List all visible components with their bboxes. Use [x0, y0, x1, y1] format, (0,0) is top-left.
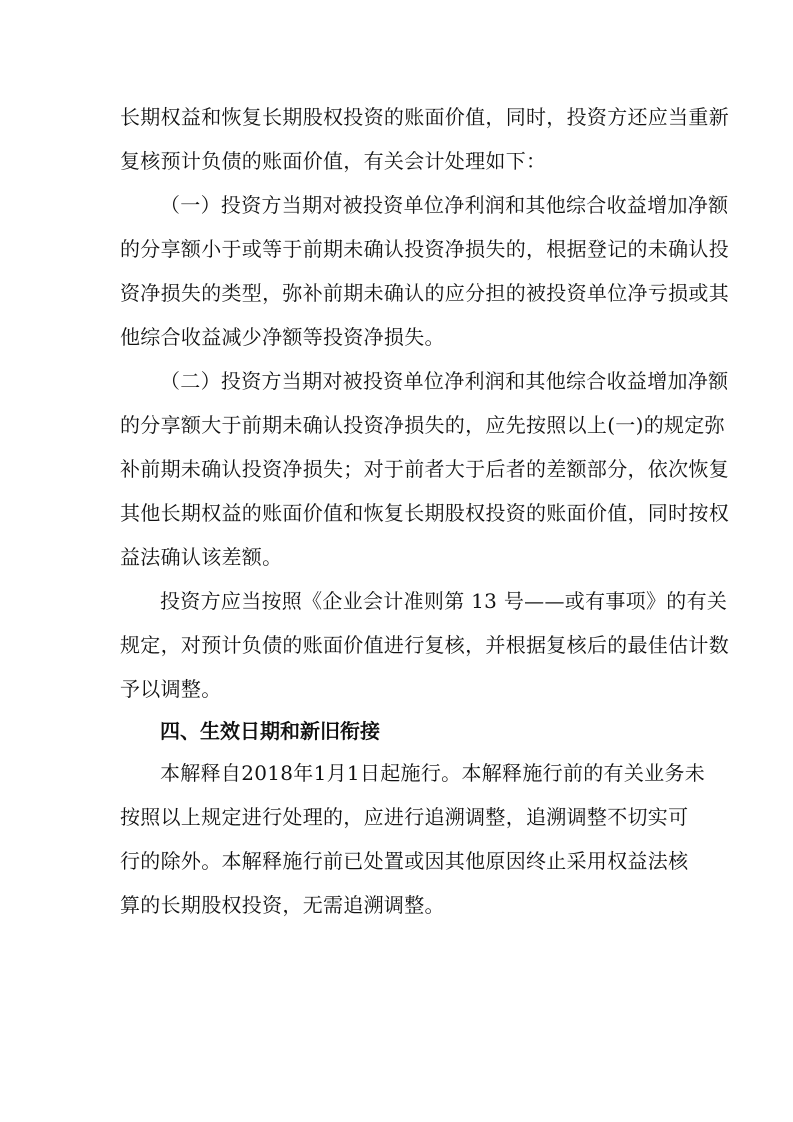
section-heading: 四、生效日期和新旧衔接	[160, 719, 380, 743]
paragraph-line: 予以调整。	[120, 677, 222, 701]
paragraph-line: 益法确认该差额。	[120, 545, 283, 569]
paragraph-line: 他综合收益减少净额等投资净损失。	[120, 325, 445, 349]
paragraph-line: 按照以上规定进行处理的，应进行追溯调整，追溯调整不切实可	[120, 805, 689, 829]
paragraph-line: 算的长期股权投资，无需追溯调整。	[120, 893, 445, 917]
paragraph-line: 资净损失的类型，弥补前期未确认的应分担的被投资单位净亏损或其	[120, 281, 729, 305]
paragraph-line: 复核预计负债的账面价值，有关会计处理如下：	[120, 149, 547, 173]
paragraph-line: 其他长期权益的账面价值和恢复长期股权投资的账面价值，同时按权	[120, 501, 729, 525]
paragraph-line: （二）投资方当期对被投资单位净利润和其他综合收益增加净额	[160, 369, 729, 393]
paragraph-line: 本解释自2018年1月1日起施行。本解释施行前的有关业务未	[160, 761, 706, 785]
paragraph-line: 的分享额大于前期未确认投资净损失的，应先按照以上(一)的规定弥	[120, 413, 725, 437]
paragraph-line: 规定，对预计负债的账面价值进行复核，并根据复核后的最佳估计数	[120, 633, 729, 657]
paragraph-line: 的分享额小于或等于前期未确认投资净损失的，根据登记的未确认投	[120, 237, 729, 261]
paragraph-line: 投资方应当按照《企业会计准则第 13 号——或有事项》的有关	[160, 589, 728, 613]
paragraph-line: （一）投资方当期对被投资单位净利润和其他综合收益增加净额	[160, 193, 729, 217]
paragraph-line: 长期权益和恢复长期股权投资的账面价值，同时，投资方还应当重新	[120, 105, 729, 129]
paragraph-line: 行的除外。本解释施行前已处置或因其他原因终止采用权益法核	[120, 849, 689, 873]
paragraph-line: 补前期未确认投资净损失；对于前者大于后者的差额部分，依次恢复	[120, 457, 729, 481]
